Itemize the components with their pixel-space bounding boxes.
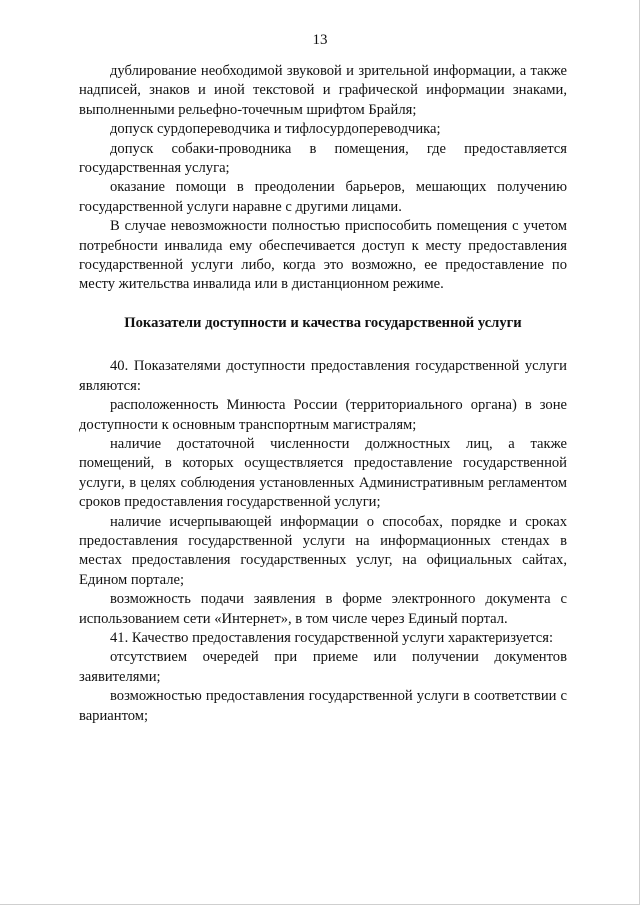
paragraph-braille-duplication: дублирование необходимой звуковой и зрительной информации, а также надписей, знаков и иной текстовой и графической информации знаками, выполненными рельефно-точечным шрифтом Брайля;	[79, 63, 567, 118]
section-heading: Показатели доступности и качества государственной услуги	[124, 314, 522, 331]
document-body	[79, 62, 567, 726]
paragraph-40-intro: 40. Показателями доступности предоставления государственной услуги являются:	[79, 358, 567, 394]
paragraph-sign-interpreter: допуск сурдопереводчика и тифлосурдопереводчика;	[110, 121, 441, 138]
paragraph-41-variant: возможностью предоставления государственной услуги в соответствии с вариантом;	[79, 688, 567, 724]
paragraph-guide-dog: допуск собаки-проводника в помещения, где предоставляется государственная услуга;	[79, 140, 567, 177]
paragraph-40-location: расположенность Минюста России (территориального органа) в зоне доступности к основным транспортным магистралям;	[79, 397, 567, 433]
paragraph-barrier-assistance: оказание помощи в преодолении барьеров, мешающих получению государственной услуги наравне с другими лицами.	[79, 179, 567, 215]
paragraph-40-information: наличие исчерпывающей информации о способах, порядке и сроках предоставления государственной услуги на информационных стендах в местах предоставления государственных услуг, на официальных сайтах, Едином портале;	[79, 513, 567, 588]
page-number: 13	[312, 32, 328, 48]
paragraph-41-no-queues: отсутствием очередей при приеме или получении документов заявителями;	[79, 649, 567, 685]
paragraph-40-electronic-filing: возможность подачи заявления в форме электронного документа с использованием сети «Интернет», в том числе через Единый портал.	[79, 591, 567, 627]
paragraph-remote-access: В случае невозможности полностью приспособить помещения с учетом потребности инвалида ему обеспечивается доступ к месту предоставления государственной услуги либо, когда это возможно, ее предоставление по месту жительства инвалида или в дистанционном режиме.	[79, 218, 567, 293]
paragraph-40-staffing: наличие достаточной численности должностных лиц, а также помещений, в которых осуществляется предоставление государственной услуги, в целях соблюдения установленных Административным регламентом сроков предоставления государственной услуги;	[79, 435, 567, 511]
paragraph-41-intro: 41. Качество предоставления государственной услуги характеризуется:	[110, 629, 554, 646]
